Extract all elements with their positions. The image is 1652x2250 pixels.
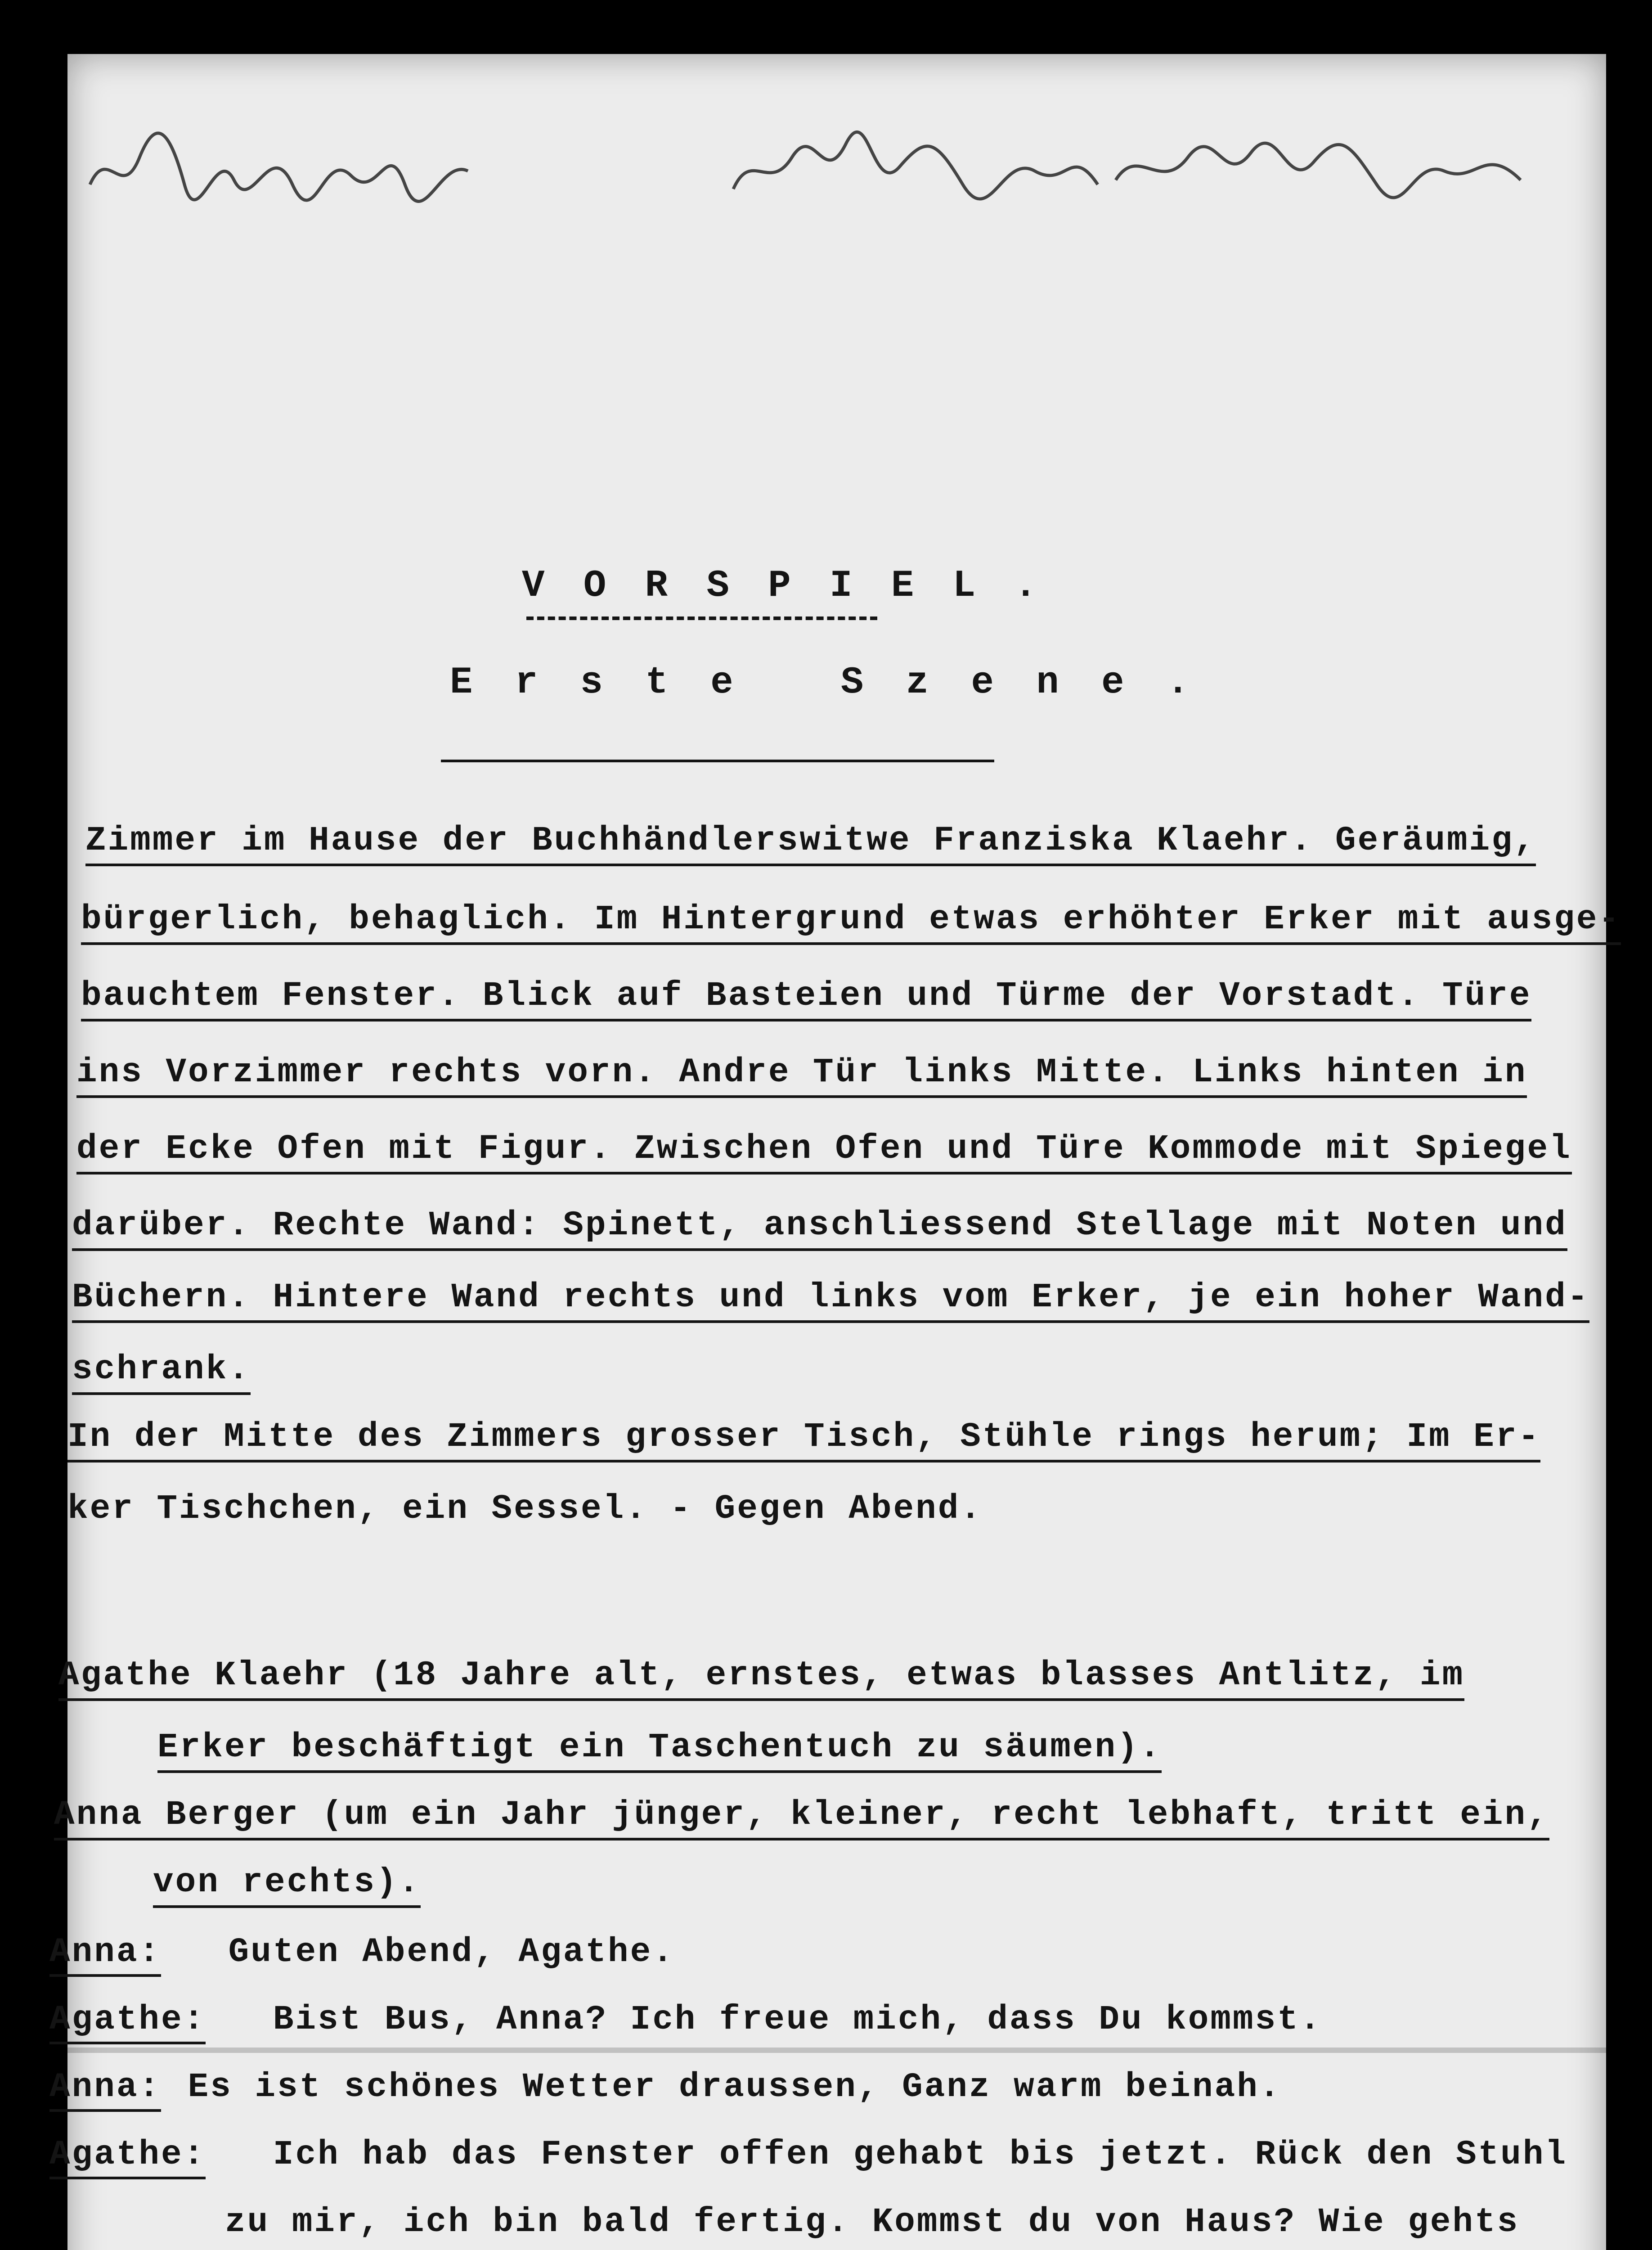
speaker-name: Anna: — [49, 1933, 161, 1977]
speaker-name: Agathe: — [49, 2000, 206, 2044]
stage-direction-line: bürgerlich, behaglich. Im Hintergrund etwas erhöhter Erker mit ausge- — [81, 900, 1621, 945]
page-title: V O R S P I E L . — [522, 565, 1045, 608]
stage-direction-line: Zimmer im Hause der Buchhändlerswitwe Franziska Klaehr. Geräumig, — [85, 821, 1536, 866]
speaker-name: Agathe: — [49, 2135, 206, 2179]
stage-direction-line: darüber. Rechte Wand: Spinett, anschliessend Stellage mit Noten und — [72, 1206, 1567, 1251]
handwritten-scribble — [81, 117, 1579, 216]
character-description: Anna Berger (um ein Jahr jünger, kleiner, recht lebhaft, tritt ein, — [54, 1796, 1549, 1840]
scene-heading: E r s t e S z e n e . — [450, 662, 1199, 704]
dialogue-line — [49, 2068, 1281, 2106]
dialogue-text: Guten Abend, Agathe. — [228, 1933, 675, 1971]
character-description: Agathe Klaehr (18 Jahre alt, ernstes, etwas blasses Antlitz, im — [58, 1656, 1464, 1701]
stage-direction-line: der Ecke Ofen mit Figur. Zwischen Ofen und Türe Kommode mit Spiegel — [76, 1130, 1572, 1174]
stage-direction-line: schrank. — [72, 1350, 251, 1395]
speaker-name: Anna: — [49, 2068, 161, 2112]
stage-direction-line: ker Tischchen, ein Sessel. - Gegen Abend. — [67, 1490, 983, 1528]
stage-direction-line: In der Mitte des Zimmers grosser Tisch, Stühle rings herum; Im Er- — [67, 1418, 1540, 1462]
dialogue-continuation: zu mir, ich bin bald fertig. Kommst du von Haus? Wie gehts — [225, 2203, 1520, 2241]
character-description: Erker beschäftigt ein Taschentuch zu säumen). — [157, 1728, 1162, 1773]
dialogue-text: Es ist schönes Wetter draussen, Ganz warm beinah. — [188, 2068, 1282, 2106]
title-divider — [526, 616, 877, 620]
dialogue-text: Ich hab das Fenster offen gehabt bis jetzt. Rück den Stuhl — [273, 2135, 1568, 2174]
character-description: von rechts). — [153, 1863, 421, 1908]
document-page — [49, 54, 1621, 2250]
dialogue-text: Bist Bus, Anna? Ich freue mich, dass Du kommst. — [273, 2000, 1322, 2039]
stage-direction-line: ins Vorzimmer rechts vorn. Andre Tür links Mitte. Links hinten in — [76, 1053, 1527, 1098]
dialogue-line — [49, 1933, 675, 1971]
dialogue-line — [49, 2135, 1567, 2174]
stage-direction-line: bauchtem Fenster. Blick auf Basteien und Türme der Vorstadt. Türe — [81, 976, 1531, 1022]
subtitle-underline — [441, 760, 994, 762]
dialogue-line — [49, 2000, 1322, 2039]
stage-direction-line: Büchern. Hintere Wand rechts und links vom Erker, je ein hoher Wand- — [72, 1278, 1589, 1323]
